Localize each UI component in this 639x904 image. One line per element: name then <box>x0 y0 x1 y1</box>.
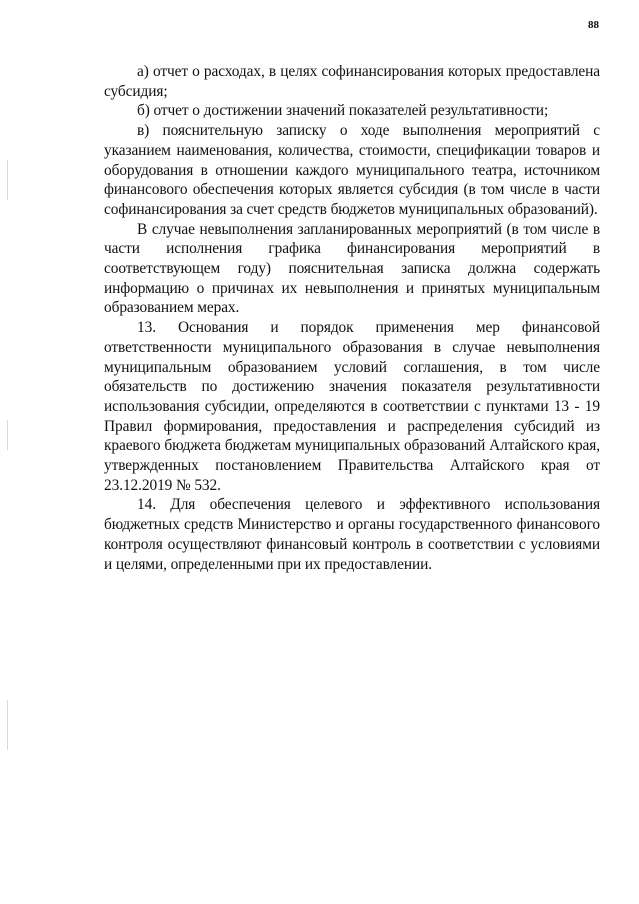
scan-edge-mark <box>7 700 8 750</box>
page-number: 88 <box>588 19 599 31</box>
paragraph-explanatory-note: в) пояснительную записку о ходе выполнения мероприятий с указанием наименования, количества, стоимости, спецификации товаров и оборудования в отношении каждого муниципального театра, источником финансового обеспечения которых является субсидия (в том числе в части софинансирования за счет средств бюджетов муниципальных образований). <box>104 122 600 218</box>
paragraph-non-fulfillment: В случае невыполнения запланированных мероприятий (в том числе в части исполнения графика финансирования мероприятий в соответствующем году) пояснительная записка должна содержать информацию о причинах их невыполнения и принятых муниципальным образованием мерах. <box>104 220 600 317</box>
document-body <box>104 62 600 574</box>
scan-edge-mark <box>7 420 8 450</box>
scan-edge-mark <box>7 160 8 200</box>
paragraph-clause-14: 14. Для обеспечения целевого и эффективного использования бюджетных средств Министерство и органы государственного финансового контроля осуществляют финансовый контроль в соответствии с условиями и целями, определенными при их предоставлении. <box>104 496 600 573</box>
paragraph-report-expenses: а) отчет о расходах, в целях софинансирования которых предоставлена субсидия; <box>104 63 600 100</box>
paragraph-clause-13: 13. Основания и порядок применения мер финансовой ответственности муниципального образования в случае невыполнения муниципальным образованием условий соглашения, в том числе обязательств по достижению значения показателя результативности использования субсидии, определяются в соответствии с пунктами 13 - 19 Правил формирования, предоставления и распределения субсидий из краевого бюджета бюджетам муниципальных образований Алтайского края, утвержденных постановлением Правительства Алтайского края от 23.12.2019 № 532. <box>104 319 600 494</box>
paragraph-report-indicators: б) отчет о достижении значений показателей результативности; <box>137 102 549 120</box>
